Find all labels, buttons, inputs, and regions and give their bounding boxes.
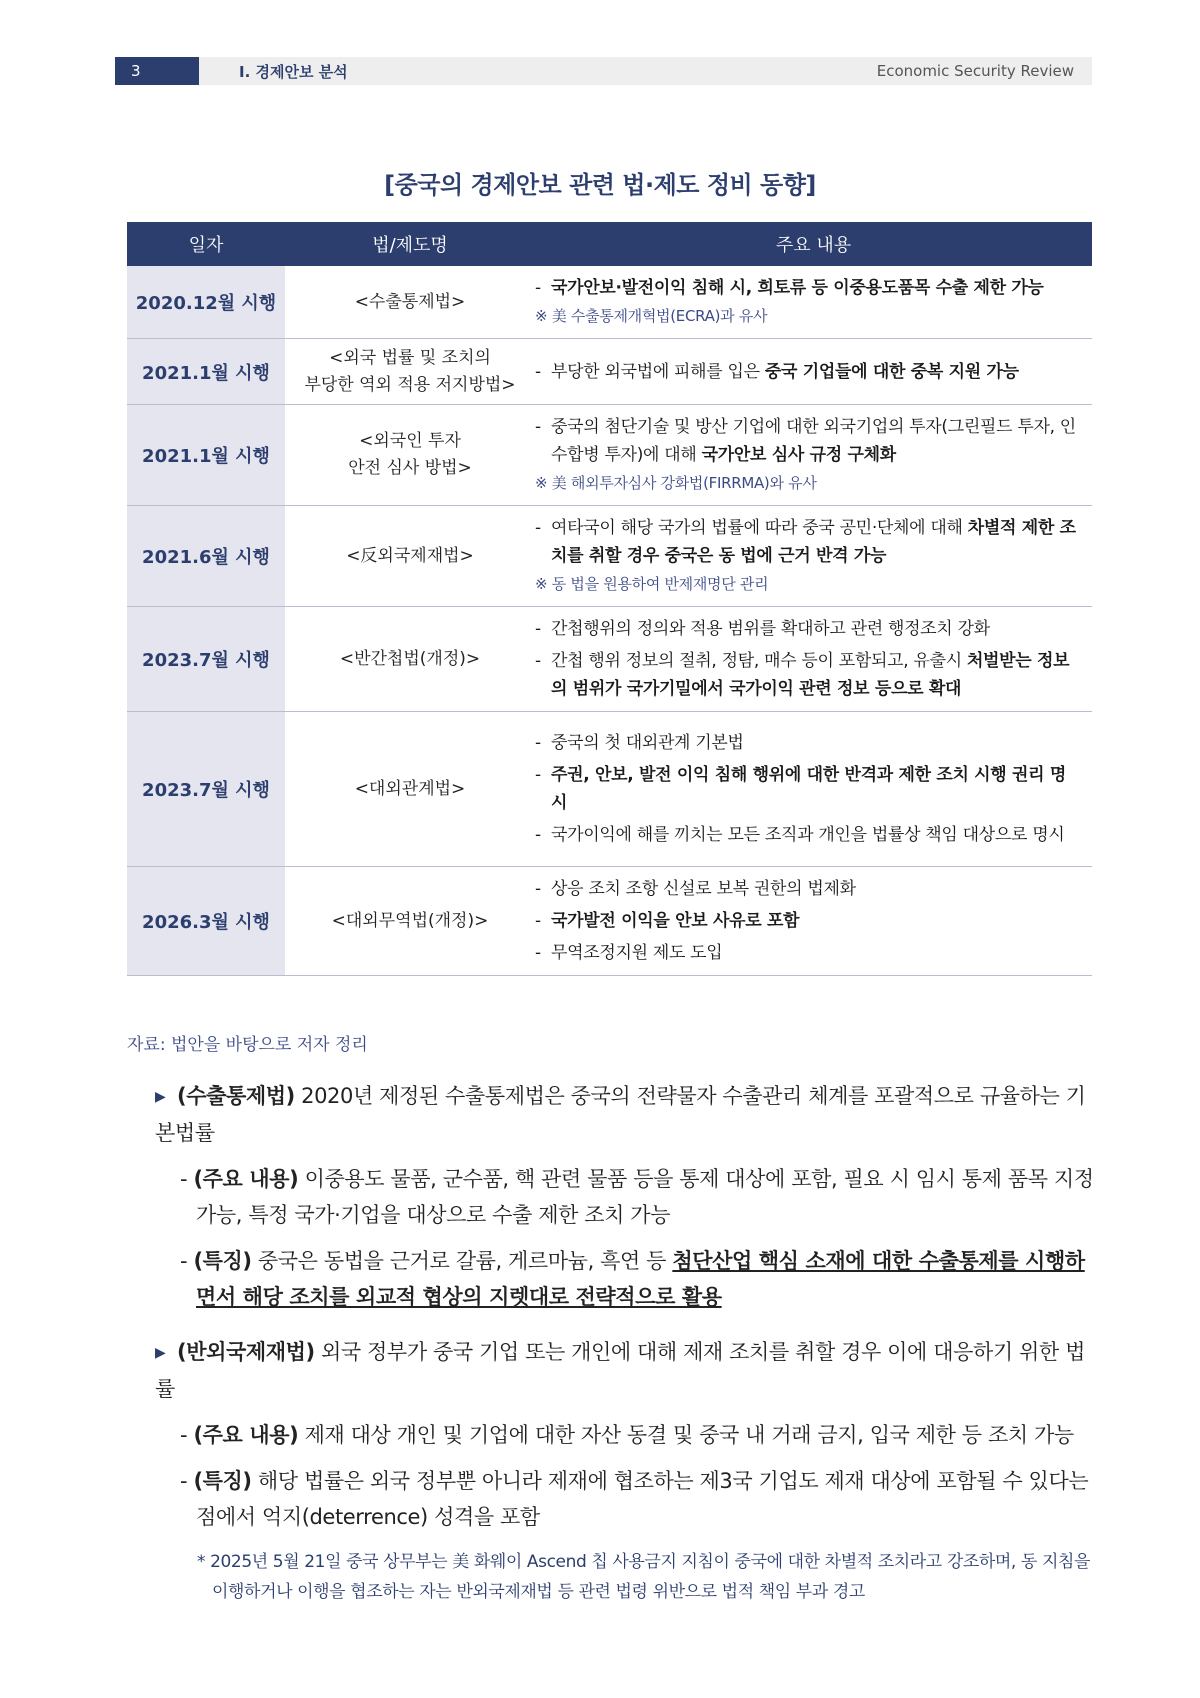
law-cell: <대외관계법> xyxy=(285,712,535,867)
table-row xyxy=(127,607,1092,712)
table-row xyxy=(127,712,1092,867)
content-bullet: - 국가안보·발전이익 침해 시, 희토류 등 이중용도품목 수출 제한 가능 xyxy=(535,278,1044,298)
date-cell: 2020.12월 시행 xyxy=(127,266,285,339)
content-bullet: - 중국의 첨단기술 및 방산 기업에 대한 외국기업의 투자(그린필드 투자, 인수합병 투자)에 대해 국가안보 심사 규정 구체화 xyxy=(535,417,1076,465)
footnote: * 2025년 5월 21일 중국 상무부는 美 화웨이 Ascend 칩 사용금지 지침이 중국에 대한 차별적 조치라고 강조하며, 동 지침을 이행하거나 이행을 협조하는 자는 반외국제재법 등 관련 법령 위반으로 법적 책임 부과 경고 xyxy=(197,1552,1091,1602)
triangle-bullet-icon: ▶ xyxy=(155,1345,166,1361)
journal-name: Economic Security Review xyxy=(876,62,1074,80)
sub-item: - (주요 내용) 이중용도 물품, 군수품, 핵 관련 물품 등을 통제 대상에 포함, 필요 시 임시 통제 품목 지정 가능, 특정 국가·기업을 대상으로 수출 제한 조치 가능 xyxy=(180,1167,1094,1227)
content-note: ※ 동 법을 원용하여 반제재명단 관리 xyxy=(535,575,769,593)
table-row xyxy=(127,266,1092,339)
date-cell: 2021.6월 시행 xyxy=(127,506,285,607)
content-cell xyxy=(535,867,1092,976)
underlined-emphasis: 첨단산업 핵심 소재에 대한 수출통제를 시행하면서 해당 조치를 외교적 협상의 지렛대로 전략적으로 활용 xyxy=(196,1249,1085,1309)
content-bullet: - 간첩 행위 정보의 절취, 정탐, 매수 등이 포함되고, 유출시 처벌받는 정보의 범위가 국가기밀에서 국가이익 관련 정보 등으로 확대 xyxy=(535,651,1070,699)
content-cell xyxy=(535,405,1092,506)
section-heading: (수출통제법) xyxy=(177,1084,295,1108)
law-cell: <외국 법률 및 조치의 부당한 역외 적용 저지방법> xyxy=(285,339,535,405)
section-label: Ⅰ. 경제안보 분석 xyxy=(239,62,348,81)
date-cell: 2021.1월 시행 xyxy=(127,405,285,506)
law-cell: <대외무역법(개정)> xyxy=(285,867,535,976)
law-cell: <외국인 투자 안전 심사 방법> xyxy=(285,405,535,506)
sub-item: - (특징) 중국은 동법을 근거로 갈륨, 게르마늄, 흑연 등 첨단산업 핵심 소재에 대한 수출통제를 시행하면서 해당 조치를 외교적 협상의 지렛대로 전략적으로 활용 xyxy=(180,1249,1085,1309)
table-row xyxy=(127,405,1092,506)
page-number: 3 xyxy=(115,57,199,85)
content-bullet: - 중국의 첫 대외관계 기본법 xyxy=(535,733,744,753)
section-paragraph: ▶ (반외국제재법) 외국 정부가 중국 기업 또는 개인에 대해 제재 조치를 취할 경우 이에 대응하기 위한 법률 xyxy=(155,1334,1095,1407)
sub-item: - (특징) 해당 법률은 외국 정부뿐 아니라 제재에 협조하는 제3국 기업도 제재 대상에 포함될 수 있다는 점에서 억지(deterrence) 성격을 포함 xyxy=(180,1469,1089,1529)
law-cell: <수출통제법> xyxy=(285,266,535,339)
sub-item: - (주요 내용) 제재 대상 개인 및 기업에 대한 자산 동결 및 중국 내 거래 금지, 입국 제한 등 조치 가능 xyxy=(180,1423,1074,1447)
content-bullet: - 상응 조치 조항 신설로 보복 권한의 법제화 xyxy=(535,879,856,899)
column-header-content: 주요 내용 xyxy=(535,222,1092,266)
content-bullet: - 주권, 안보, 발전 이익 침해 행위에 대한 반격과 제한 조치 시행 권리 명시 xyxy=(535,765,1067,813)
table-row xyxy=(127,506,1092,607)
content-bullet: - 간첩행위의 정의와 적용 범위를 확대하고 관련 행정조치 강화 xyxy=(535,619,990,639)
content-cell xyxy=(535,712,1092,867)
date-cell: 2026.3월 시행 xyxy=(127,867,285,976)
table-row xyxy=(127,867,1092,976)
page-header xyxy=(115,57,1092,85)
content-cell xyxy=(535,506,1092,607)
column-header-law: 법/제도명 xyxy=(285,222,535,266)
date-cell: 2021.1월 시행 xyxy=(127,339,285,405)
section-paragraph: ▶ (수출통제법) 2020년 제정된 수출통제법은 중국의 전략물자 수출관리 체계를 포괄적으로 규율하는 기본법률 xyxy=(155,1078,1095,1151)
body-section-anti-sanctions xyxy=(155,1334,1095,1607)
table-title: [중국의 경제안보 관련 법·제도 정비 동향] xyxy=(384,171,816,199)
content-cell xyxy=(535,266,1092,339)
date-cell: 2023.7월 시행 xyxy=(127,712,285,867)
content-note: ※ 美 해외투자심사 강화법(FIRRMA)와 유사 xyxy=(535,474,817,492)
content-bullet: - 무역조정지원 제도 도입 xyxy=(535,943,723,963)
content-note: ※ 美 수출통제개혁법(ECRA)과 유사 xyxy=(535,307,768,325)
table-header-row xyxy=(127,222,1092,266)
body-section-export-control xyxy=(155,1078,1095,1315)
law-table xyxy=(127,222,1092,976)
content-bullet: - 여타국이 해당 국가의 법률에 따라 중국 공민·단체에 대해 차별적 제한 조치를 취할 경우 중국은 동 법에 근거 반격 가능 xyxy=(535,518,1076,566)
table-row xyxy=(127,339,1092,405)
section-heading: (반외국제재법) xyxy=(177,1340,315,1364)
content-bullet: - 부당한 외국법에 피해를 입은 중국 기업들에 대한 중복 지원 가능 xyxy=(535,361,1019,382)
content-cell xyxy=(535,607,1092,712)
table-source: 자료: 법안을 바탕으로 저자 정리 xyxy=(127,1035,368,1055)
column-header-date: 일자 xyxy=(127,222,285,266)
content-bullet: - 국가발전 이익을 안보 사유로 포함 xyxy=(535,911,800,931)
law-cell: <반간첩법(개정)> xyxy=(285,607,535,712)
date-cell: 2023.7월 시행 xyxy=(127,607,285,712)
content-cell xyxy=(535,339,1092,405)
content-bullet: - 국가이익에 해를 끼치는 모든 조직과 개인을 법률상 책임 대상으로 명시 xyxy=(535,825,1065,845)
triangle-bullet-icon: ▶ xyxy=(155,1089,166,1105)
law-cell: <反외국제재법> xyxy=(285,506,535,607)
